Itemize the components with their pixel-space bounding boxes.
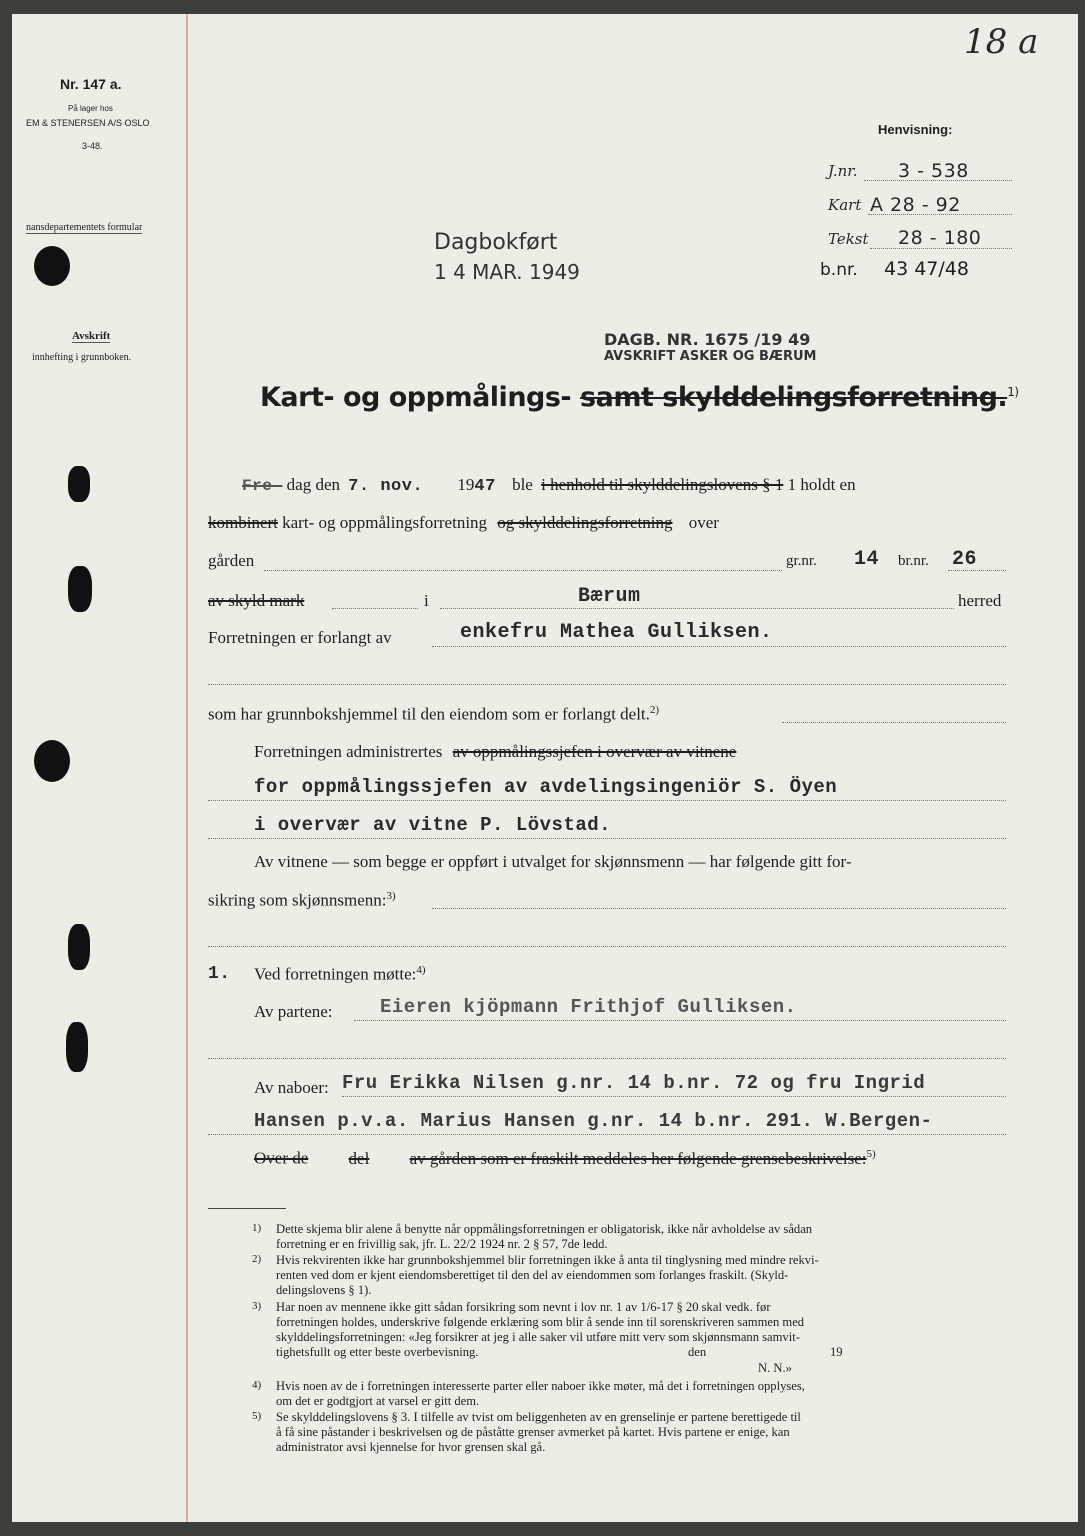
title-part1: Kart- og oppmålings- <box>260 382 572 413</box>
footnote-3-den: den <box>688 1345 707 1359</box>
printer-line1: På lager hos <box>68 104 113 113</box>
footnote-2-number: 2) <box>252 1253 262 1265</box>
administrertes-struck: av oppmålingssjefen i overvær av vitnene <box>452 742 737 761</box>
over-label: over <box>688 513 719 532</box>
footnote-4-line1: Hvis noen av de i forretningen interesserte parter eller naboer ikke møter, må det i forretningen opplyses, <box>276 1379 805 1393</box>
date-value: 7. nov. <box>348 477 424 496</box>
title-part2-struck: samt skylddelingsforretning. <box>580 382 1008 413</box>
skjonnsmenn-dots <box>432 908 1006 909</box>
punch-hole <box>66 1022 88 1072</box>
tekst-value: 28 - 180 <box>898 227 982 249</box>
naboer-dots-2 <box>208 1134 1006 1135</box>
vitnene-line: Av vitnene — som begge er oppført i utvalget for skjønnsmenn — har følgende gitt for- <box>254 852 852 871</box>
footnote-3-line4: tighetsfullt og etter beste overbevisning. <box>276 1345 479 1359</box>
grunnbok-text: som har grunnbokshjemmel til den eiendom som er forlangt delt. <box>208 704 650 724</box>
brnr-value: 26 <box>952 548 978 571</box>
punch-hole <box>34 246 70 286</box>
jnr-value: 3 - 538 <box>898 160 969 182</box>
skyld-dots <box>332 608 418 609</box>
footnote-3-line3: skylddelingsforretningen: «Jeg forsikrer at jeg i alle saker vil utføre mitt verv som skjønnsmann samvit- <box>276 1330 800 1344</box>
line2 <box>208 513 719 533</box>
margin-rule <box>186 14 188 1522</box>
bnr-label: b.nr. <box>820 260 858 280</box>
grunnbok-dots <box>782 722 1006 723</box>
grunnbok-line <box>208 704 659 725</box>
footnote-5-line3: administrator avsi kjennelse for hvor grensen skal gå. <box>276 1440 546 1454</box>
grense-struck-a: Over de <box>254 1148 309 1168</box>
year-prefix: 19 <box>457 475 475 494</box>
place-value: Bærum <box>578 585 641 608</box>
fre-struck: Fre- <box>242 477 283 495</box>
forlangt-dots <box>432 646 1006 647</box>
grnr-label: gr.nr. <box>786 553 817 569</box>
punch-hole <box>68 924 90 970</box>
punch-hole <box>68 566 92 612</box>
footnote-1-line1: Dette skjema blir alene å benytte når oppmålingsforretningen er obligatorisk, ikke når avholdelse av sådan <box>276 1222 813 1236</box>
grnr-value: 14 <box>854 548 880 571</box>
forlangt-label: Forretningen er forlangt av <box>208 628 392 647</box>
grense-struck-b: del <box>348 1148 370 1168</box>
footnote-5-number: 5) <box>252 1410 262 1422</box>
henhold-struck: i henhold til skylddelingslovens § 1 <box>541 475 784 494</box>
herred-label: herred <box>958 591 1002 610</box>
footnote-3-line2: forretningen holdes, underskrive følgende erklæring som blir å sende inn til sorenskriveren sammen med <box>276 1315 805 1329</box>
tekst-label: Tekst <box>828 230 869 248</box>
footnote-5-line1: Se skylddelingslovens § 3. I tilfelle av tvist om beliggenheten av en grenselinje er partene berettigede til <box>276 1410 801 1424</box>
footnote-4-line2: om det er godtgjort at varsel er gitt dem. <box>276 1394 480 1408</box>
administrertes-line <box>254 742 736 762</box>
dagb-nr-stamp: DAGB. NR. 1675 /19 49 <box>604 330 811 349</box>
footnote-3-nn: N. N.» <box>758 1361 792 1375</box>
footnote-3-19: 19 <box>830 1345 843 1359</box>
partene-value: Eieren kjöpmann Frithjof Gulliksen. <box>380 996 797 1018</box>
line1 <box>242 475 1022 496</box>
form-title <box>260 382 1019 413</box>
typed-line-vitne: i overvær av vitne P. Lövstad. <box>254 814 612 836</box>
naboer-label: Av naboer: <box>254 1078 329 1097</box>
punch-hole <box>68 466 90 502</box>
grense-line <box>254 1148 876 1169</box>
grunnbok-fn: 2) <box>649 704 660 716</box>
bnr-value: 43 47/48 <box>884 258 969 280</box>
footnote-2-line2: renten ved dom er kjent eiendomsberettiget til den del av eiendommen som forlanges fraskilt. (Skyld- <box>276 1268 789 1282</box>
reference-heading: Henvisning: <box>878 122 953 137</box>
footnote-3-line1: Har noen av mennene ikke gitt sådan forsikring som nevnt i lov nr. 1 av 1/6-17 § 20 skal vedk. før <box>276 1300 771 1314</box>
typed-line-oppmaling: for oppmålingssjefen av avdelingsingeniör S. Öyen <box>254 776 838 798</box>
footnote-rule <box>208 1208 286 1209</box>
motte-line <box>254 964 426 985</box>
motte-text: Ved forretningen møtte: <box>254 964 417 984</box>
requester-value: enkefru Mathea Gulliksen. <box>460 621 773 644</box>
kombinert-struck: kombinert <box>208 513 278 532</box>
skjonnsmenn-dots-2 <box>208 946 1006 947</box>
dag-den-label: dag den <box>286 475 340 494</box>
jnr-label: J.nr. <box>828 162 858 180</box>
motte-fn: 4) <box>416 964 426 976</box>
skjonnsmenn-fn: 3) <box>386 890 396 902</box>
corner-mark: 18 a <box>964 22 1039 62</box>
document-sheet <box>12 14 1078 1522</box>
title-footnote-ref: 1) <box>1007 385 1019 399</box>
avskrift-label: Avskrift <box>72 330 111 342</box>
punch-hole <box>34 740 70 782</box>
garden-label: gården <box>208 551 255 570</box>
footnote-5-line2: å få sine påstander i beskrivelsen og de påståtte grenser avmerket på kartet. Hvis partene er enige, kan <box>276 1425 790 1439</box>
footnote-3-number: 3) <box>252 1300 262 1312</box>
skylddeling-struck: og skylddelingsforretning <box>497 513 673 532</box>
dagbok-stamp-date: 1 4 MAR. 1949 <box>434 260 580 284</box>
skjonnsmenn-line <box>208 890 396 911</box>
skjonnsmenn-text: sikring som skjønnsmenn: <box>208 890 387 910</box>
dagbok-stamp-title: Dagbokført <box>434 230 558 255</box>
naboer-dots <box>342 1096 1006 1097</box>
i-label: i <box>424 591 429 610</box>
item-number: 1. <box>208 964 231 984</box>
holdt-en-label: 1 holdt en <box>787 475 856 494</box>
ble-label: ble <box>512 475 533 494</box>
kart-oppmaling-label: kart- og oppmålingsforretning <box>282 513 488 532</box>
naboer-value-2: Hansen p.v.a. Marius Hansen g.nr. 14 b.nr. 291. W.Bergen- <box>254 1110 933 1132</box>
footnote-4-number: 4) <box>252 1379 262 1391</box>
grense-fn: 5) <box>866 1148 876 1160</box>
partene-dots <box>354 1020 1006 1021</box>
avskrift-stamp: AVSKRIFT ASKER OG BÆRUM <box>604 349 817 364</box>
ministry-form-label: nansdepartementets formular <box>26 222 143 233</box>
printer-date: 3-48. <box>82 141 103 151</box>
typed-dots-2 <box>208 838 1006 839</box>
brnr-dots <box>948 570 1006 571</box>
typed-dots-1 <box>208 800 1006 801</box>
administrertes-label: Forretningen administrertes <box>254 742 443 761</box>
skyld-mark-struck: av skyld mark <box>208 591 305 610</box>
footnote-1-number: 1) <box>252 1222 262 1234</box>
form-number: Nr. 147 a. <box>60 76 122 92</box>
naboer-value: Fru Erikka Nilsen g.nr. 14 b.nr. 72 og fru Ingrid <box>342 1072 926 1094</box>
innhefting-label: innhefting i grunnboken. <box>32 352 132 363</box>
forlangt-dots-2 <box>208 684 1006 685</box>
grense-struck-c: av gården som er fraskilt meddeles her følgende grensebeskrivelse: <box>409 1148 867 1168</box>
brnr-label: br.nr. <box>898 553 929 569</box>
place-dots <box>440 608 954 609</box>
kart-label: Kart <box>828 196 862 214</box>
printer-line2: EM & STENERSEN A/S OSLO <box>26 118 150 128</box>
garden-dots <box>264 570 782 571</box>
kart-value: A 28 - 92 <box>870 194 961 216</box>
footnote-2-line1: Hvis rekvirenten ikke har grunnbokshjemmel blir forretningen ikke å anta til tinglysning med mindre rekvi- <box>276 1253 819 1267</box>
year-value: 47 <box>474 477 496 496</box>
partene-label: Av partene: <box>254 1002 333 1021</box>
partene-dots-2 <box>208 1058 1006 1059</box>
footnote-2-line3: delingslovens § 1). <box>276 1283 372 1297</box>
footnote-1-line2: forretning er en frivillig sak, jfr. L. 22/2 1924 nr. 2 § 57, 7de ledd. <box>276 1237 608 1251</box>
